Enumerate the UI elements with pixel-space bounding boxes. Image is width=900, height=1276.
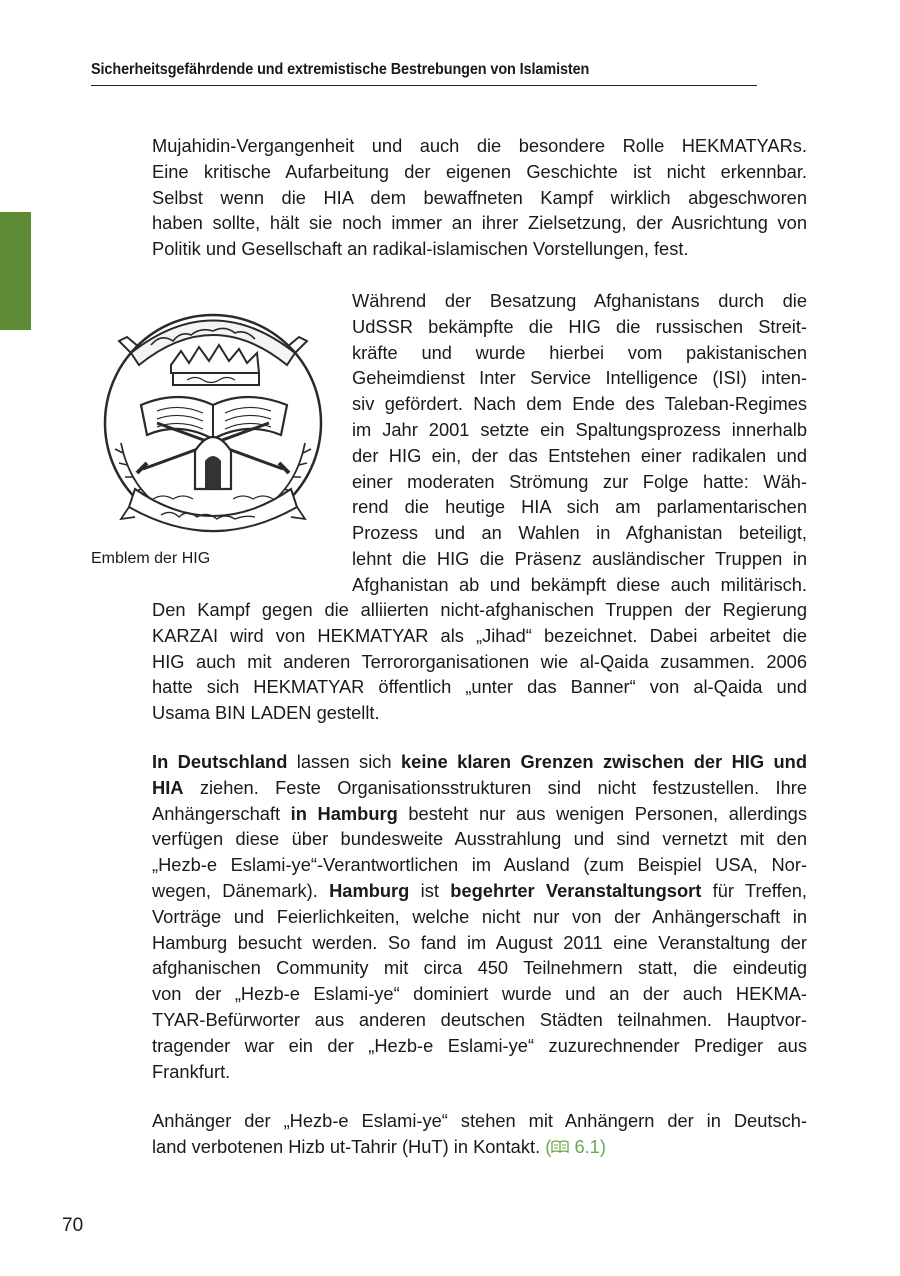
text-line: „Hezb-e Eslami-ye“-Verantwortlichen im Ausland (zum Beispiel USA, Nor- xyxy=(152,854,807,876)
text-line: Politik und Gesellschaft an radikal-islamischen Vorstellungen, fest. xyxy=(152,238,689,260)
text-run: Anhängerschaft xyxy=(152,802,291,824)
text-run: land verbotenen Hizb ut-Tahrir (HuT) in Kontakt. xyxy=(152,1135,541,1157)
text-line xyxy=(152,1134,807,1160)
text-line: TYAR-Befürworter aus anderen deutschen Städten teilnahmen. Hauptvor- xyxy=(152,1008,807,1030)
text-run: für Treffen, xyxy=(701,879,807,901)
text-line: einer moderaten Strömung zur Folge hatte: Wäh- xyxy=(352,470,807,492)
text-line: kräfte und wurde hierbei vom pakistanischen xyxy=(352,341,807,363)
text-run: ist xyxy=(409,879,451,901)
text-line: Anhänger der „Hezb-e Eslami-ye“ stehen mit Anhängern der in Deutsch- xyxy=(152,1110,807,1131)
book-icon xyxy=(551,1140,569,1154)
text-line: Geheimdienst Inter Service Intelligence (ISI) inten- xyxy=(352,367,807,389)
text-line: im Jahr 2001 setzte ein Spaltungsprozess innerhalb xyxy=(352,418,807,440)
text-line: Selbst wenn die HIA dem bewaffneten Kampf wirklich abgeschworen xyxy=(152,186,807,208)
text-line xyxy=(152,749,807,775)
cross-reference-label: 6.1 xyxy=(574,1135,600,1157)
text-line: rend die heutige HIA sich am parlamentarischen xyxy=(352,496,807,518)
text-line: Afghanistan ab und bekämpft diese auch militärisch. xyxy=(352,573,807,595)
page-header-title: Sicherheitsgefährdende und extremistische Bestrebungen von Islamisten xyxy=(91,61,757,86)
text-line: der HIG ein, der das Entstehen einer radikalen und xyxy=(352,444,807,466)
text-line: UdSSR bekämpfte die HIG die russischen Streit- xyxy=(352,315,807,337)
text-line: Mujahidin-Vergangenheit und auch die besondere Rolle HEKMATYARs. xyxy=(152,135,807,156)
bold-text: keine klaren Grenzen zwischen der HIG und xyxy=(401,751,808,772)
page-number: 70 xyxy=(62,1215,84,1236)
bold-text: HIA xyxy=(152,776,184,798)
paragraph-5 xyxy=(152,1108,807,1160)
text-line: Eine kritische Aufarbeitung der eigenen Geschichte ist nicht erkennbar. xyxy=(152,160,807,182)
text-line: Hamburg besucht werden. So fand im August 2011 eine Veranstaltung der xyxy=(152,931,807,953)
figure-caption: Emblem der HIG xyxy=(91,550,211,567)
paragraph-1 xyxy=(152,133,807,262)
bold-text: in Hamburg xyxy=(290,802,398,824)
text-line: afghanischen Community mit circa 450 Teilnehmern statt, die eindeutig xyxy=(152,957,807,979)
text-line: Den Kampf gegen die alliierten nicht-afghanischen Truppen der Regierung xyxy=(152,599,807,620)
text-line: Während der Besatzung Afghanistans durch die xyxy=(352,290,807,311)
text-line xyxy=(152,775,807,801)
text-line: siv gefördert. Nach dem Ende des Taleban-Regimes xyxy=(352,393,807,415)
text-line: Prozess und an Wahlen in Afghanistan beteiligt, xyxy=(352,522,807,544)
text-line: HIG auch mit anderen Terrororganisationen wie al-Qaida zusammen. 2006 xyxy=(152,650,807,672)
text-run: besteht nur aus wenigen Personen, allerdings xyxy=(397,802,807,824)
text-line: verfügen diese über bundesweite Ausstrahlung und sind vernetzt mit den xyxy=(152,828,807,850)
paragraph-4 xyxy=(152,749,807,1084)
text-line: hatte sich HEKMATYAR öffentlich „unter das Banner“ von al-Qaida und xyxy=(152,676,807,698)
text-run: lassen sich xyxy=(287,751,401,772)
text-line: von der „Hezb-e Eslami-ye“ dominiert wurde und an der auch HEKMA- xyxy=(152,983,807,1005)
text-line: Usama BIN LADEN gestellt. xyxy=(152,702,380,724)
cross-reference-link[interactable]: ( 6.1) xyxy=(545,1135,606,1157)
text-line: lehnt die HIG die Präsenz ausländischer Truppen in xyxy=(352,547,807,569)
paragraph-2 xyxy=(352,288,807,598)
text-line: Vorträge und Feierlichkeiten, welche nicht nur von der Anhängerschaft in xyxy=(152,905,807,927)
text-line xyxy=(152,878,807,904)
bold-text: In Deutschland xyxy=(152,751,288,772)
hig-emblem-icon xyxy=(91,293,335,541)
text-line: KARZAI wird von HEKMATYAR als „Jihad“ bezeichnet. Dabei arbeitet die xyxy=(152,624,807,646)
text-line: tragender war ein der „Hezb-e Eslami-ye“ zuzurechnender Prediger aus xyxy=(152,1034,807,1056)
text-line: haben sollte, hält sie noch immer an ihrer Zielsetzung, der Ausrichtung von xyxy=(152,212,807,234)
text-run: wegen, Dänemark). xyxy=(152,879,330,901)
bold-text: Hamburg xyxy=(329,879,410,901)
text-line: Frankfurt. xyxy=(152,1060,231,1082)
text-run: ziehen. Feste Organisationsstrukturen sind nicht festzustellen. Ihre xyxy=(183,776,807,798)
text-line xyxy=(152,801,807,827)
bold-text: begehrter Veranstaltungsort xyxy=(450,879,702,901)
paragraph-3 xyxy=(152,597,807,726)
chapter-color-tab xyxy=(0,212,31,330)
